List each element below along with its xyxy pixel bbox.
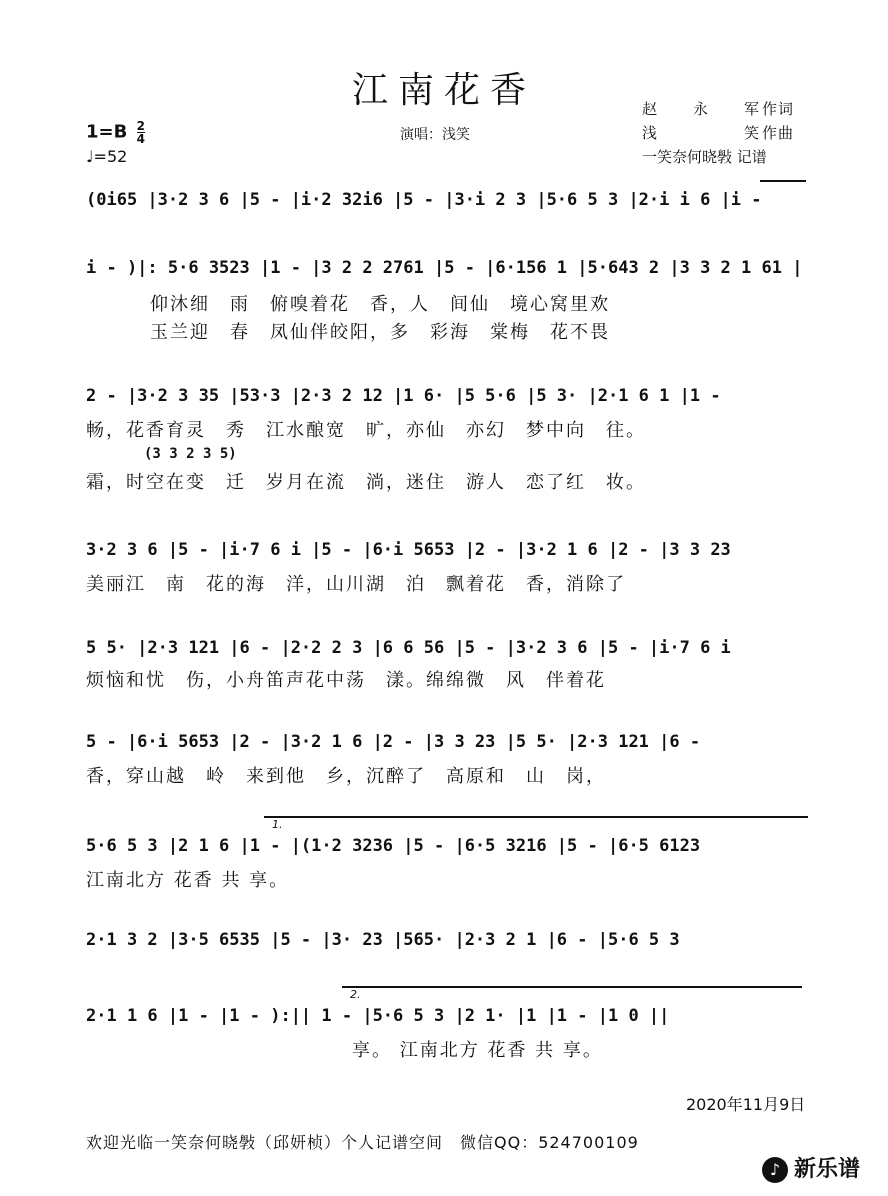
- music-row-8: 2·1 3 2 |3·5 6535 |5 - |3· 23 |565· |2·3 2 1 |6 - |5·6 5 3: [86, 930, 680, 950]
- volta-bracket: [264, 816, 808, 818]
- music-row-7: 5·6 5 3 |2 1 6 |1 - |(1·2 3236 |5 - |6·5 3216 |5 - |6·5 6123: [86, 836, 701, 856]
- date-stamp: 2020年11月9日: [686, 1095, 806, 1114]
- tempo-marking: ♩=52: [86, 147, 128, 166]
- volta-bracket-2: [342, 986, 802, 988]
- composer-name: 浅笑: [642, 124, 760, 142]
- music-row-3: 2 - |3·2 3 35 |53·3 |2·3 2 12 |1 6· |5 5·6 |5 3· |2·1 6 1 |1 -: [86, 386, 721, 406]
- lyric-row-9: 享。 江南北方 花香 共 享。: [352, 1040, 603, 1061]
- key-signature: [86, 120, 145, 145]
- music-row-1: (0i65 |3·2 3 6 |5 - |i·2 32i6 |5 - |3·i 2 3 |5·6 5 3 |2·i i 6 |i -: [86, 190, 762, 210]
- lyric-row-2-verse-2: 玉兰迎 春 凤仙伴皎阳，多 彩海 棠梅 花不畏: [150, 322, 610, 343]
- volta-label-2: 2.: [350, 988, 361, 1001]
- music-disc-icon: ♪: [762, 1157, 788, 1183]
- music-row-9: 2·1 1 6 |1 - |1 - ):|| 1 - |5·6 5 3 |2 1· |1 |1 - |1 0 ||: [86, 1006, 670, 1026]
- music-row-4: 3·2 3 6 |5 - |i·7 6 i |5 - |6·i 5653 |2 - |3·2 1 6 |2 - |3 3 23: [86, 540, 731, 560]
- lyricist-credit: [642, 98, 794, 119]
- time-denominator: 4: [136, 132, 145, 146]
- composer-role: 作曲: [762, 124, 795, 142]
- lyric-row-5: 烦恼和忧 伤，小舟笛声花中荡 漾。绵绵微 风 伴着花: [86, 670, 606, 691]
- lyric-row-7: 江南北方 花香 共 享。: [86, 870, 290, 891]
- alternate-notes: (3 3 2 3 5): [144, 446, 237, 462]
- lyric-row-4: 美丽江 南 花的海 洋，山川湖 泊 飘着花 香，消除了: [86, 574, 626, 595]
- composer-credit: [642, 122, 794, 143]
- time-signature: [137, 120, 145, 145]
- lyricist-name: 赵永军: [642, 100, 760, 118]
- welcome-line: 欢迎光临一笑奈何晓斅（邱妍桢）个人记谱空间 微信QQ：524700109: [86, 1133, 639, 1152]
- music-row-5: 5 5· |2·3 121 |6 - |2·2 2 3 |6 6 56 |5 - |3·2 3 6 |5 - |i·7 6 i: [86, 638, 731, 658]
- time-numerator: 2: [136, 119, 145, 133]
- logo-text: 新乐谱: [794, 1157, 861, 1182]
- music-row-6: 5 - |6·i 5653 |2 - |3·2 1 6 |2 - |3 3 23 |5 5· |2·3 121 |6 -: [86, 732, 701, 752]
- lyric-row-2-verse-1: 仰沐细 雨 俯嗅着花 香，人 间仙 境心窝里欢: [150, 294, 610, 315]
- transcriber-credit: 一笑奈何晓斅 记谱: [642, 148, 767, 166]
- lyric-row-3-verse-1: 畅，花香育灵 秀 江水酿宽 旷，亦仙 亦幻 梦中向 往。: [86, 420, 646, 441]
- site-logo: [762, 1152, 860, 1183]
- volta-label-1: 1.: [272, 818, 283, 831]
- lyricist-role: 作词: [762, 100, 795, 118]
- tie-line: [760, 180, 806, 182]
- singer-credit: 演唱：浅笑: [400, 127, 470, 143]
- music-row-2: i - )|: 5·6 3523 |1 - |3 2 2 2761 |5 - |6·156 1 |5·643 2 |3 3 2 1 61 |: [86, 258, 803, 278]
- key-label: 1=B: [86, 121, 128, 143]
- song-title: 江南花香: [351, 70, 536, 111]
- lyric-row-3-verse-2: 霜，时空在变 迁 岁月在流 淌，迷住 游人 恋了红 妆。: [86, 472, 646, 493]
- lyric-row-6: 香，穿山越 岭 来到他 乡，沉醉了 高原和 山 岗，: [86, 766, 606, 787]
